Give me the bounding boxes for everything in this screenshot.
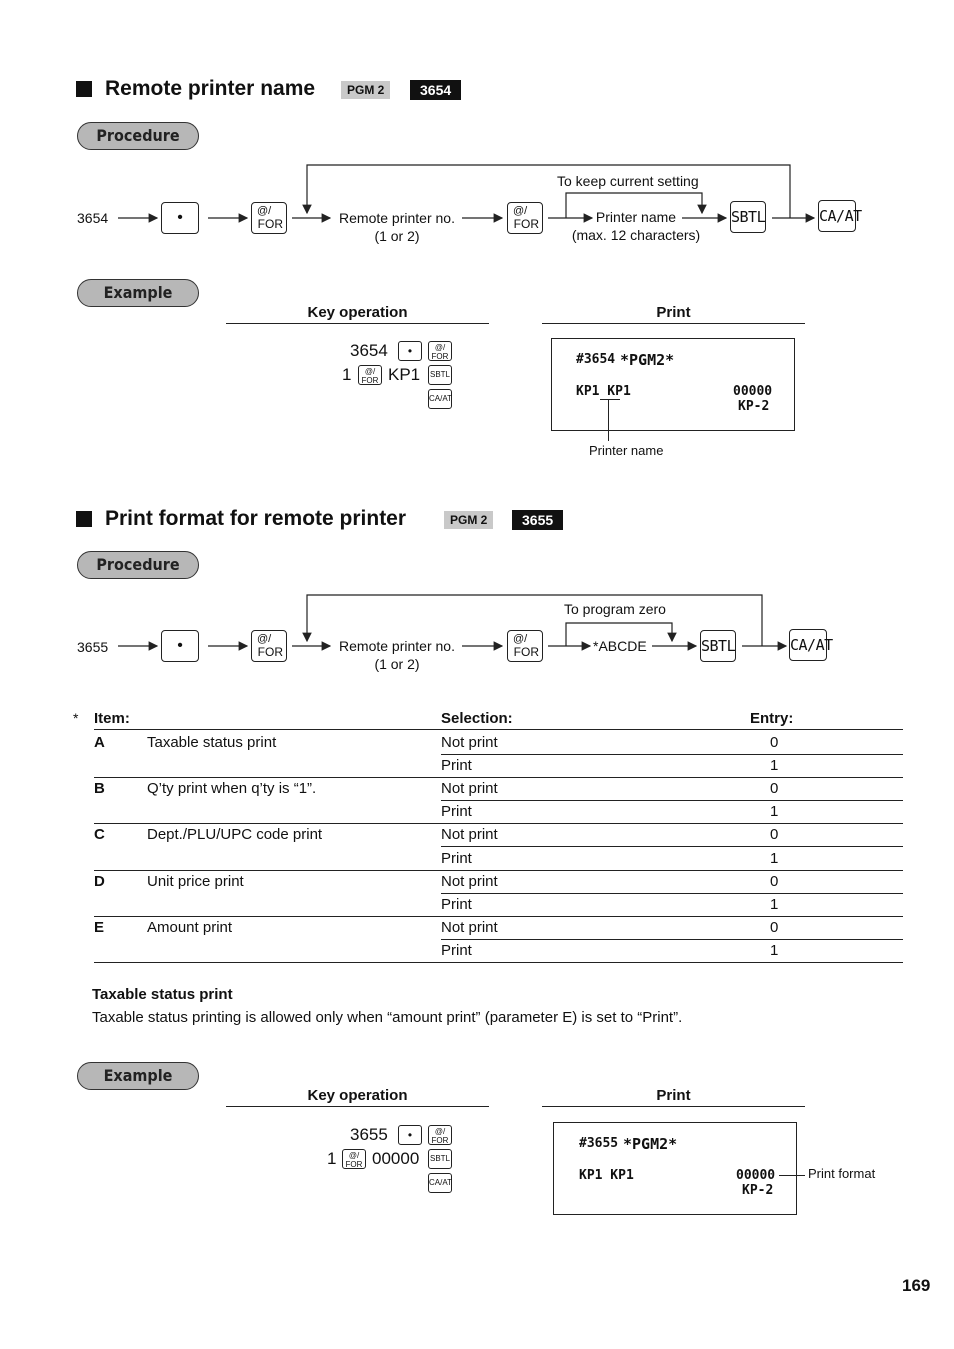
for-key-top: @/ — [513, 205, 528, 217]
receipt-code: #3655 — [579, 1136, 619, 1151]
selection-value: Not print — [441, 872, 498, 890]
abcde-label: *ABCDE — [593, 638, 647, 654]
section-title: Remote printer name — [105, 77, 316, 100]
table-row — [94, 777, 903, 800]
item-name: Taxable status print — [147, 734, 277, 751]
caat-key: CA/AT — [789, 629, 827, 661]
for-key-top: @/ — [257, 205, 272, 217]
keep-setting-note: To keep current setting — [557, 173, 699, 189]
selection-value: Not print — [441, 918, 498, 936]
item-name: Q’ty print when q’ty is “1”. — [147, 780, 317, 798]
selection-value: Print — [441, 941, 472, 959]
note-text: Taxable status printing is allowed only when “amount print” (parameter E) is set to “Print”. — [92, 1009, 683, 1026]
for-key-top: @/ — [257, 633, 272, 645]
col-entry-header: Entry: — [750, 710, 794, 727]
selection-value: Print — [441, 895, 472, 913]
col-selection-header: Selection: — [441, 710, 513, 727]
key-operation-header: Key operation — [226, 1087, 489, 1107]
job-code-badge: 3655 — [512, 510, 563, 530]
receipt-kp: KP-2 — [738, 399, 770, 414]
example-label: Example — [77, 279, 199, 307]
table-row — [94, 870, 903, 893]
entry-value: 0 — [770, 734, 779, 751]
table-rule — [94, 729, 903, 730]
sbtl-key: SBTL — [700, 630, 736, 662]
receipt-mode: *PGM2* — [620, 351, 675, 369]
sbtl-key: SBTL — [428, 1149, 452, 1169]
for-key: @/ FOR — [428, 341, 452, 361]
selection-value: Not print — [441, 780, 498, 798]
mode-badge: PGM 2 — [444, 511, 493, 529]
point-key: • — [398, 341, 422, 361]
print-header: Print — [542, 304, 805, 324]
caat-key: CA/AT — [428, 1173, 452, 1193]
for-key: @/ FOR — [358, 365, 382, 385]
section-title: Print format for remote printer — [105, 507, 407, 530]
entry-value: 1 — [770, 895, 779, 913]
item-name: Dept./PLU/UPC code print — [147, 826, 323, 844]
table-row — [94, 893, 903, 917]
item-letter: C — [94, 826, 105, 844]
note-title: Taxable status print — [92, 986, 233, 1003]
table-row — [94, 800, 903, 824]
caat-key: CA/AT — [428, 389, 452, 409]
table-row — [94, 731, 903, 754]
op-printer-no: 1 — [327, 1149, 337, 1168]
receipt-printer-name: KP1 KP1 — [579, 1168, 634, 1183]
for-key — [507, 202, 543, 234]
remote-no-range: (1 or 2) — [374, 656, 420, 672]
entry-value: 0 — [770, 826, 779, 844]
table-row — [94, 847, 903, 871]
remote-no-range: (1 or 2) — [374, 228, 420, 244]
flow-start-code: 3654 — [77, 210, 109, 226]
procedure-flow-lines — [0, 155, 954, 255]
table-row — [94, 754, 903, 778]
callout-line — [608, 399, 609, 441]
example-label: Example — [77, 1062, 199, 1090]
selection-value: Not print — [441, 734, 498, 751]
for-key-bottom: FOR — [257, 645, 283, 659]
sbtl-key: SBTL — [428, 365, 452, 385]
item-letter: A — [94, 734, 105, 751]
receipt-kp: KP-2 — [742, 1183, 774, 1198]
for-key — [251, 630, 287, 662]
table-row — [94, 823, 903, 846]
table-row — [94, 916, 903, 939]
op-code: 3654 — [350, 341, 388, 360]
item-name: Unit price print — [147, 872, 244, 890]
caat-key: CA/AT — [818, 200, 856, 232]
receipt-code: #3654 — [576, 352, 616, 367]
print-format-callout: Print format — [808, 1166, 876, 1181]
for-key — [507, 630, 543, 662]
receipt-format: 00000 — [733, 384, 773, 399]
point-key: • — [398, 1125, 422, 1145]
op-format: 00000 — [372, 1149, 420, 1168]
entry-value: 0 — [770, 872, 779, 890]
receipt-printer-name: KP1 KP1 — [576, 384, 631, 399]
procedure-label: Procedure — [77, 122, 199, 150]
selection-value: Not print — [441, 826, 498, 844]
receipt-mode: *PGM2* — [623, 1135, 678, 1153]
sbtl-key: SBTL — [730, 201, 766, 233]
receipt-format: 00000 — [736, 1168, 776, 1183]
point-key: • — [161, 202, 199, 234]
item-letter: D — [94, 872, 105, 890]
procedure-label: Procedure — [77, 551, 199, 579]
printer-name-callout: Printer name — [589, 443, 664, 458]
entry-value: 1 — [770, 803, 779, 821]
table-row — [94, 939, 903, 963]
job-code-badge: 3654 — [410, 80, 461, 100]
for-key-bottom: FOR — [513, 217, 539, 231]
for-key: @/ FOR — [428, 1125, 452, 1145]
item-letter: E — [94, 918, 105, 936]
flow-start-code: 3655 — [77, 639, 109, 655]
print-header: Print — [542, 1087, 805, 1107]
for-key — [251, 202, 287, 234]
remote-no-label: Remote printer no. — [339, 210, 455, 226]
entry-value: 1 — [770, 849, 779, 867]
remote-no-label: Remote printer no. — [339, 638, 455, 654]
item-name: Amount print — [147, 918, 233, 936]
for-key-bottom: FOR — [257, 217, 283, 231]
underline — [600, 399, 620, 400]
for-key: @/ FOR — [342, 1149, 366, 1169]
item-letter: B — [94, 780, 105, 798]
key-operation-header: Key operation — [226, 304, 489, 324]
for-key-top: @/ — [513, 633, 528, 645]
section-bullet — [76, 511, 92, 527]
table-asterisk: * — [73, 710, 79, 726]
entry-value: 1 — [770, 757, 779, 775]
selection-value: Print — [441, 803, 472, 821]
entry-value: 0 — [770, 780, 779, 798]
printer-name-limit: (max. 12 characters) — [571, 227, 701, 243]
entry-value: 1 — [770, 941, 779, 959]
point-key: • — [161, 630, 199, 662]
for-key-bottom: FOR — [513, 645, 539, 659]
op-printer-no: 1 — [342, 365, 352, 384]
op-code: 3655 — [350, 1125, 388, 1144]
entry-value: 0 — [770, 918, 779, 936]
selection-value: Print — [441, 849, 472, 867]
mode-badge: PGM 2 — [341, 81, 390, 99]
program-zero-note: To program zero — [564, 601, 666, 617]
page-number: 169 — [902, 1276, 931, 1295]
col-item-header: Item: — [94, 710, 130, 727]
printer-name-label: Printer name — [595, 209, 677, 225]
section-bullet — [76, 81, 92, 97]
op-name: KP1 — [388, 365, 421, 384]
callout-line — [779, 1175, 805, 1176]
selection-value: Print — [441, 757, 472, 775]
